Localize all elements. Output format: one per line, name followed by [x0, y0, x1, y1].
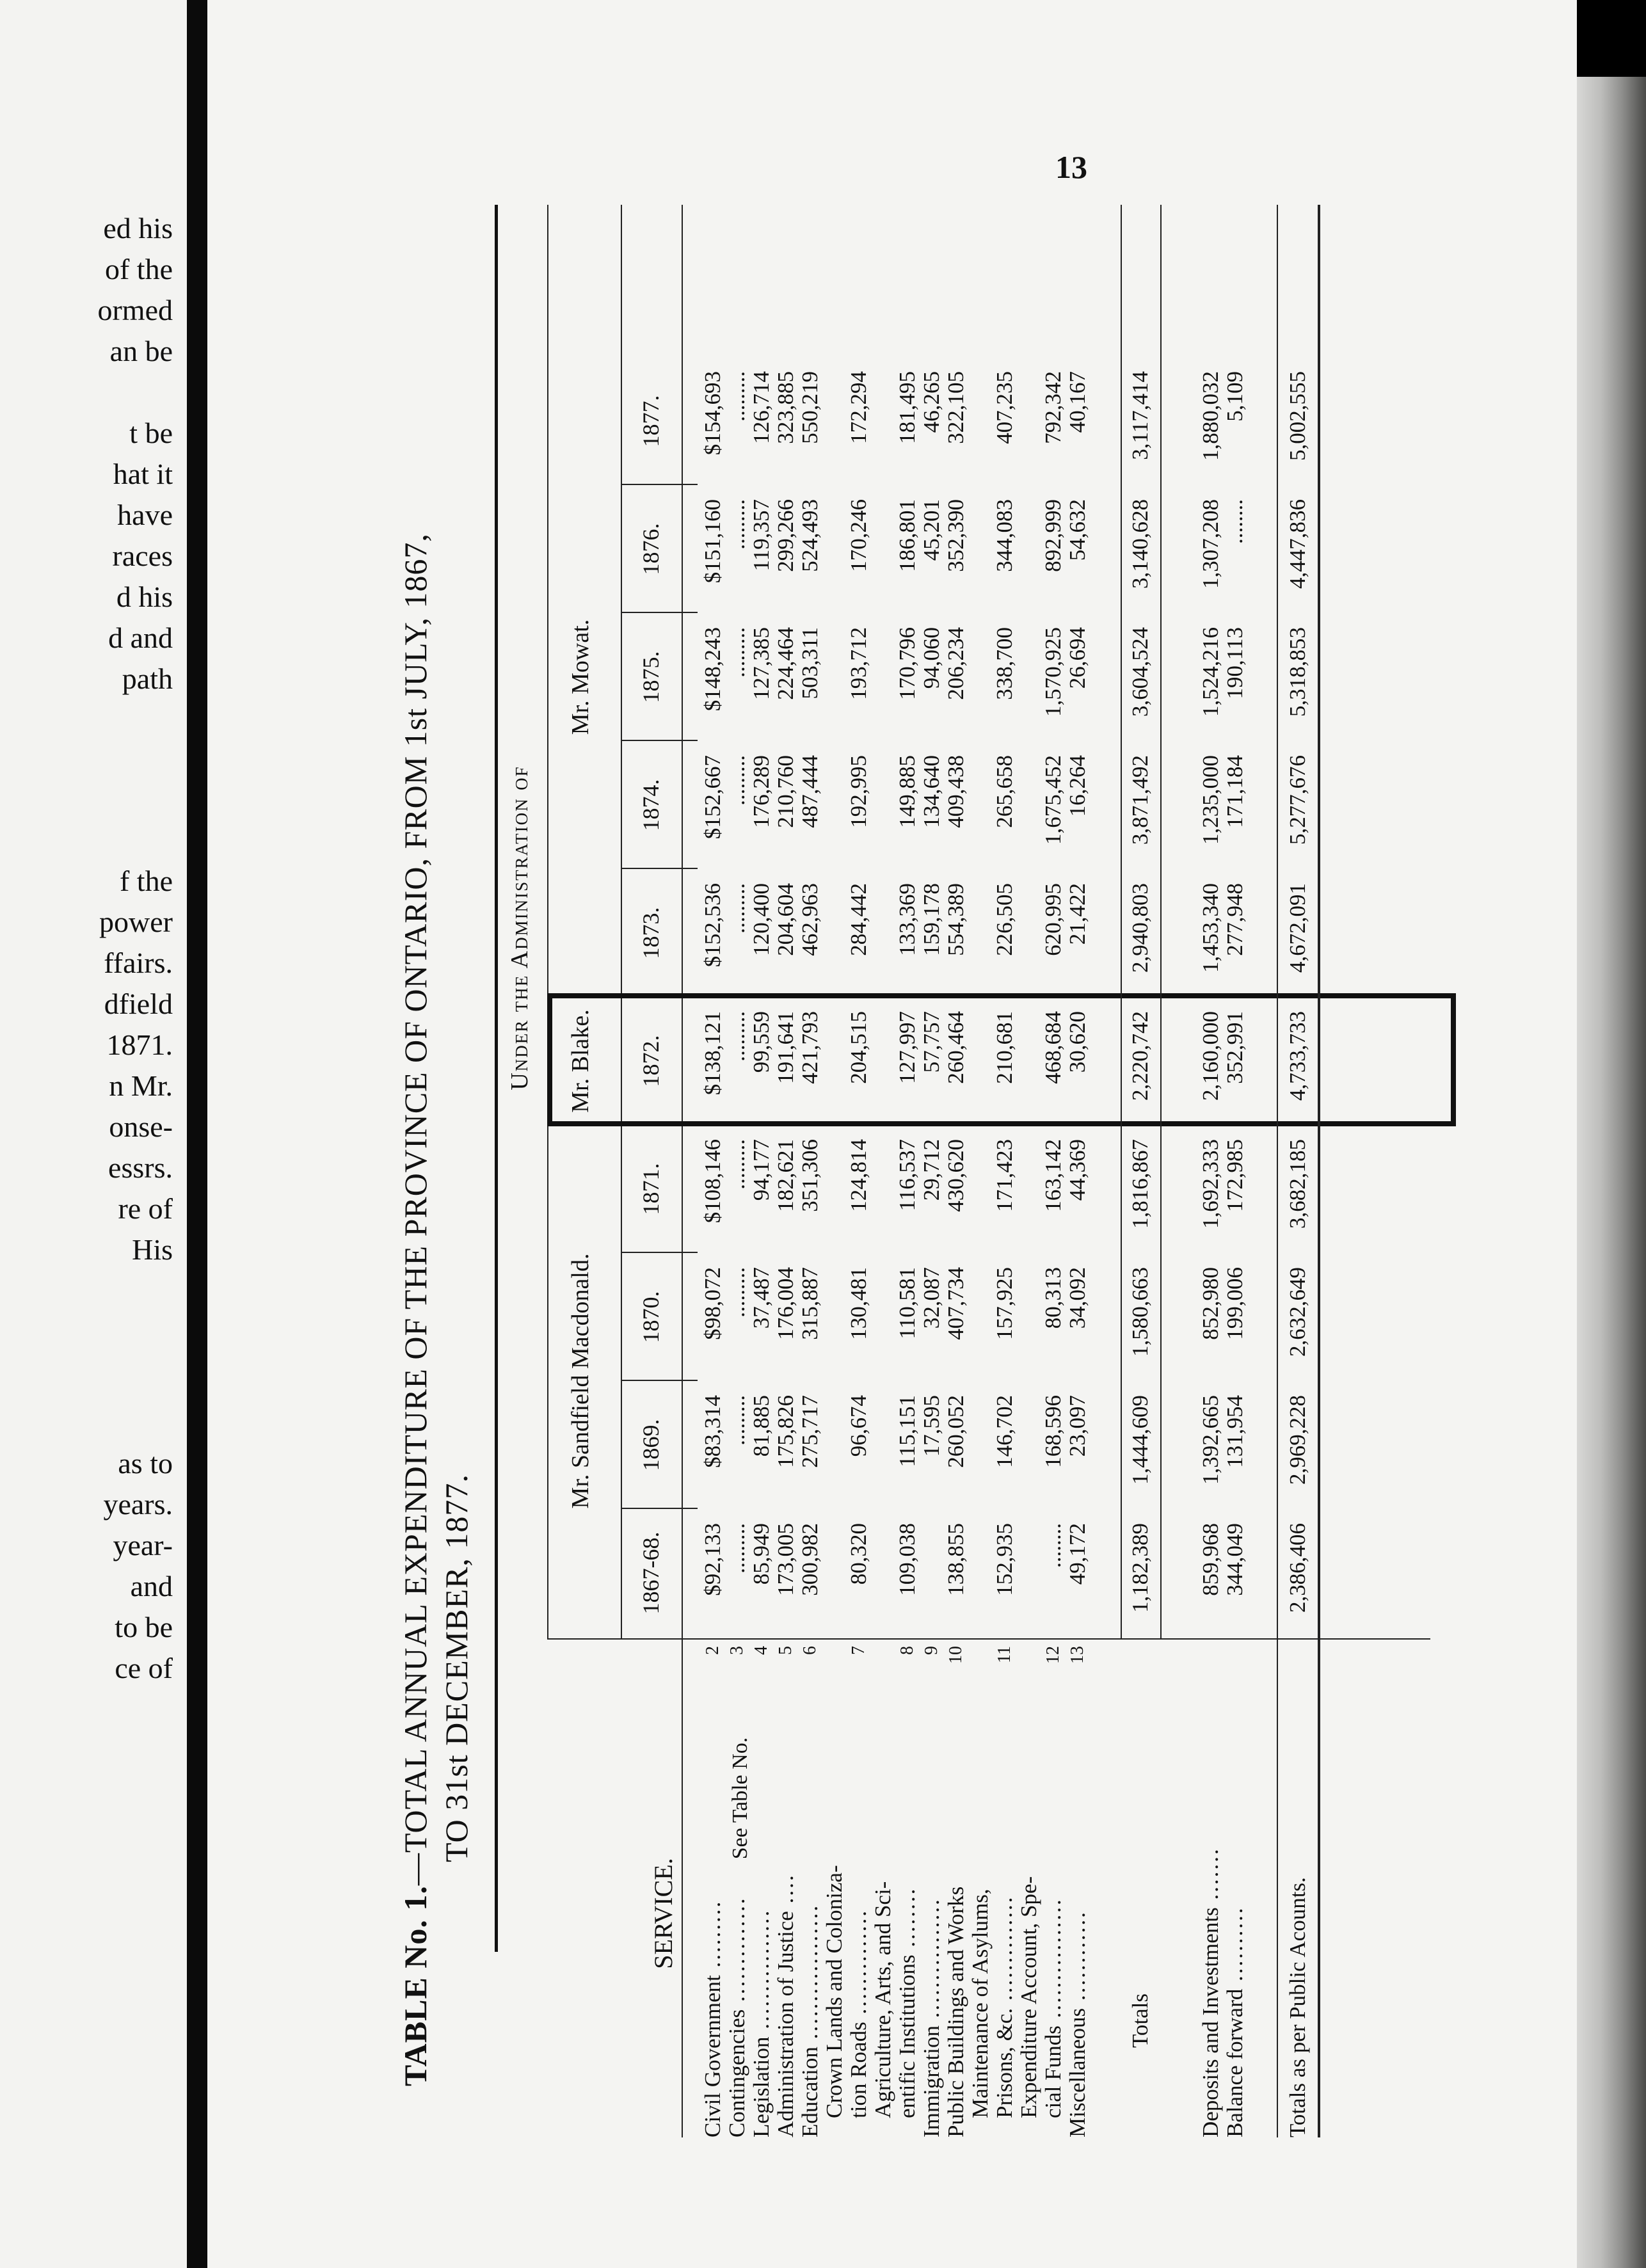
column-rule	[621, 1508, 698, 1509]
expenditure-value: 109,038	[895, 1523, 920, 1596]
table-title-line1: —TOTAL ANNUAL EXPENDITURE OF THE PROVINCE OF ONTARIO, FROM 1st JULY, 1867,	[397, 533, 433, 1886]
expenditure-value: 163,142	[1041, 1139, 1066, 1212]
table-title-lead: TABLE No. 1.	[397, 1885, 433, 2086]
expenditure-value: 352,390	[943, 499, 968, 572]
expenditure-value: 1,307,208	[1198, 499, 1223, 589]
service-name: Expenditure Account, Spe-	[1016, 1876, 1041, 2118]
table-reference-number: 6	[800, 1646, 820, 1655]
expenditure-value: 284,442	[846, 883, 871, 956]
expenditure-value: .........	[724, 627, 749, 678]
service-label	[822, 1865, 847, 2118]
expenditure-value: .........	[724, 1395, 749, 1446]
grand-total-value: 5,277,676	[1285, 755, 1310, 845]
expenditure-value: 30,620	[1065, 1011, 1090, 1073]
administration-name: Mr. Blake.	[567, 1009, 594, 1113]
column-rule	[621, 868, 698, 869]
expenditure-value: 193,712	[846, 627, 871, 700]
totals-value: 3,871,492	[1128, 755, 1153, 845]
administration-name: Mr. Sandfield Macdonald.	[567, 1253, 594, 1509]
expenditure-value: 176,289	[749, 755, 774, 828]
totals-value: 2,940,803	[1128, 883, 1153, 973]
expenditure-value: 175,826	[773, 1395, 798, 1468]
expenditure-value: 226,505	[992, 883, 1017, 956]
expenditure-value: 260,052	[943, 1395, 968, 1468]
totals-value: 1,816,867	[1128, 1139, 1153, 1229]
expenditure-value: 407,235	[992, 371, 1017, 444]
grand-total-value: 4,672,091	[1285, 883, 1310, 973]
expenditure-value: 462,963	[797, 883, 822, 956]
year-header: 1869.	[638, 1419, 664, 1471]
expenditure-value: $148,243	[700, 627, 725, 712]
expenditure-value: 265,658	[992, 755, 1017, 828]
expenditure-value: 134,640	[919, 755, 944, 828]
year-header: 1876.	[638, 523, 664, 575]
year-header: 1867-68.	[638, 1531, 664, 1615]
expenditure-value: 138,855	[943, 1523, 968, 1596]
expenditure-value: 170,796	[895, 627, 920, 700]
grand-total-rule	[1277, 205, 1278, 2137]
table-reference-number: 3	[727, 1646, 747, 1655]
blake-admin-rule	[1451, 993, 1456, 1126]
totals-value: 1,580,663	[1128, 1267, 1153, 1357]
year-header: 1874.	[638, 779, 664, 831]
expenditure-value: 80,313	[1041, 1267, 1066, 1329]
service-name: Immigration	[919, 2025, 944, 2137]
expenditure-value: 191,641	[773, 1011, 798, 1084]
table-reference-number: 4	[751, 1646, 771, 1655]
leader-dots: ....	[773, 1873, 798, 1912]
expenditure-value: 299,266	[773, 499, 798, 572]
expenditure-value: 127,385	[749, 627, 774, 700]
facing-page-fragment	[0, 0, 187, 2268]
expenditure-value: 1,880,032	[1198, 371, 1223, 461]
leader-dots: ........	[895, 1887, 920, 1955]
totals-value: 3,117,414	[1128, 371, 1153, 460]
expenditure-value: 468,684	[1041, 1011, 1066, 1084]
facing-page-text-fragment: power	[99, 906, 173, 938]
facing-page-text-fragment: and	[130, 1570, 173, 1602]
facing-page-text-fragment: of the	[104, 253, 173, 285]
facing-page-text-fragment: d and	[108, 621, 173, 654]
expenditure-value: 133,369	[895, 883, 920, 956]
totals-value: 1,444,609	[1128, 1395, 1153, 1485]
expenditure-value: 152,935	[992, 1523, 1017, 1596]
expenditure-value: 171,184	[1222, 755, 1247, 828]
expenditure-value: 99,559	[749, 1011, 774, 1073]
expenditure-value: 338,700	[992, 627, 1017, 700]
leader-dots: ................	[919, 1897, 944, 2026]
expenditure-value: 46,265	[919, 371, 944, 433]
grand-total-label: Totals as per Public Acounts.	[1285, 1877, 1310, 2137]
expenditure-value: 1,392,665	[1198, 1395, 1223, 1485]
see-table-header: See Table No.	[728, 1737, 752, 1860]
expenditure-value: 16,264	[1065, 755, 1090, 817]
service-label	[725, 1897, 749, 2138]
service-name: Maintenance of Asylums,	[968, 1889, 993, 2118]
facing-page-text-fragment: path	[122, 662, 173, 695]
facing-page-text-fragment: ffairs.	[104, 946, 173, 979]
rotated-table	[381, 192, 1475, 2163]
expenditure-value: 275,717	[797, 1395, 822, 1468]
expenditure-value: 146,702	[992, 1395, 1017, 1468]
expenditure-value: 186,801	[895, 499, 920, 572]
expenditure-value: $152,667	[700, 755, 725, 840]
expenditure-value: 1,453,340	[1198, 883, 1223, 973]
expenditure-value: .........	[724, 499, 749, 550]
service-label	[847, 1909, 871, 2118]
service-name: Crown Lands and Coloniza-	[822, 1865, 847, 2118]
expenditure-value: 57,757	[919, 1011, 944, 1073]
page-edge-shadow	[1577, 77, 1646, 2268]
expenditure-value: 503,311	[797, 627, 822, 699]
column-rule	[621, 484, 698, 485]
service-label	[1017, 1876, 1041, 2118]
expenditure-value: 40,167	[1065, 371, 1090, 433]
service-name: Legislation	[749, 2036, 774, 2137]
grand-total-value: 2,632,649	[1285, 1267, 1310, 1357]
leader-dots: ..............	[992, 1895, 1017, 2008]
expenditure-value: 550,219	[797, 371, 822, 444]
service-name: tion Roads	[846, 2022, 871, 2118]
facing-page-text-fragment: onse-	[109, 1110, 173, 1143]
expenditure-value: 190,113	[1222, 627, 1247, 699]
expenditure-value: 120,400	[749, 883, 774, 956]
expenditure-value: 1,675,452	[1041, 755, 1066, 845]
expenditure-value: 96,674	[846, 1395, 871, 1457]
header-rule	[682, 205, 683, 2137]
expenditure-value: 323,885	[773, 371, 798, 444]
expenditure-value: 130,481	[846, 1267, 871, 1340]
expenditure-value: 49,172	[1065, 1523, 1090, 1585]
service-name: Contingencies	[724, 2009, 749, 2137]
grand-total-rule	[1318, 205, 1320, 2137]
year-header: 1873.	[638, 907, 664, 959]
table-reference-number: 11	[995, 1646, 1014, 1663]
column-rule	[621, 1380, 698, 1381]
expenditure-value: 119,357	[749, 499, 774, 571]
totals-value: 2,220,742	[1128, 1011, 1153, 1101]
expenditure-value: 176,004	[773, 1267, 798, 1340]
expenditure-value: 172,985	[1222, 1139, 1247, 1212]
expenditure-value: 116,537	[895, 1139, 920, 1211]
expenditure-value: 892,999	[1041, 499, 1066, 572]
facing-page-text-fragment: as to	[118, 1447, 173, 1480]
table-reference-number: 13	[1067, 1646, 1087, 1664]
expenditure-value: 1,524,216	[1198, 627, 1223, 717]
service-label	[1199, 1847, 1223, 2137]
expenditure-value: 351,306	[797, 1139, 822, 1212]
column-rule	[621, 740, 698, 741]
year-header: 1877.	[638, 395, 664, 447]
expenditure-value: 199,006	[1222, 1267, 1247, 1340]
expenditure-value: 168,596	[1041, 1395, 1066, 1468]
expenditure-value: 792,342	[1041, 371, 1066, 444]
expenditure-value: 80,320	[846, 1523, 871, 1585]
expenditure-value: ........	[1041, 1523, 1066, 1568]
table-title-line2: TO 31st DECEMBER, 1877.	[438, 1474, 474, 1862]
service-name: Miscellaneous	[1065, 2008, 1090, 2137]
service-name: Prisons, &c.	[992, 2008, 1017, 2118]
facing-page-text-fragment: races	[112, 539, 173, 572]
expenditure-value: 170,246	[846, 499, 871, 572]
expenditure-value: 172,294	[846, 371, 871, 444]
totals-rule	[1160, 205, 1162, 1640]
expenditure-value: 94,060	[919, 627, 944, 689]
expenditure-value: $108,146	[700, 1139, 725, 1224]
expenditure-value: 192,995	[846, 755, 871, 828]
grand-total-value: 2,969,228	[1285, 1395, 1310, 1485]
expenditure-value: 352,991	[1222, 1011, 1247, 1084]
expenditure-value: 277,948	[1222, 883, 1247, 956]
expenditure-value: 430,620	[943, 1139, 968, 1212]
expenditure-value: 85,949	[749, 1523, 774, 1585]
expenditure-value: .........	[724, 1523, 749, 1574]
expenditure-value: 210,681	[992, 1011, 1017, 1084]
expenditure-value: 524,493	[797, 499, 822, 572]
table-reference-number: 2	[703, 1646, 723, 1655]
expenditure-value: 173,005	[773, 1523, 798, 1596]
leader-dots: ..........	[1222, 1906, 1247, 1989]
service-label	[944, 1887, 968, 2137]
expenditure-value: 94,177	[749, 1139, 774, 1201]
service-name: Balance forward	[1222, 1988, 1247, 2137]
totals-value: 3,140,628	[1128, 499, 1153, 589]
page-number: 13	[1055, 149, 1087, 185]
expenditure-value: $154,693	[700, 371, 725, 456]
leader-dots: ..............	[724, 1896, 749, 2009]
expenditure-value: 110,581	[895, 1267, 920, 1339]
totals-label: Totals	[1128, 1993, 1153, 2048]
administration-name: Mr. Mowat.	[567, 619, 594, 735]
service-name: cial Funds	[1041, 2025, 1066, 2118]
totals-value: 1,182,389	[1128, 1523, 1153, 1613]
facing-page-text-fragment: dfield	[104, 987, 173, 1020]
grand-total-value: 4,733,733	[1285, 1011, 1310, 1101]
expenditure-value: 210,760	[773, 755, 798, 828]
expenditure-value: 54,632	[1065, 499, 1090, 561]
grand-total-value: 2,386,406	[1285, 1523, 1310, 1613]
expenditure-value: 149,885	[895, 755, 920, 828]
administration-header: Under the Administration of	[506, 765, 533, 1090]
table-reference-number: 10	[946, 1646, 966, 1664]
leader-dots: ............	[1065, 1910, 1090, 2008]
expenditure-value: ........	[1222, 499, 1247, 544]
service-header: SERVICE.	[649, 1858, 678, 1969]
year-header: 1872.	[638, 1035, 664, 1087]
facing-page-text-fragment: His	[132, 1233, 173, 1266]
facing-page-text-fragment: an be	[109, 335, 173, 367]
grand-total-value: 3,682,185	[1285, 1139, 1310, 1229]
expenditure-value: 182,621	[773, 1139, 798, 1212]
expenditure-value: 859,968	[1198, 1523, 1223, 1596]
expenditure-value: 126,714	[749, 371, 774, 444]
expenditure-value: 206,234	[943, 627, 968, 700]
book-gutter	[187, 0, 207, 2268]
grand-total-value: 4,447,836	[1285, 499, 1310, 589]
expenditure-value: 224,464	[773, 627, 798, 700]
service-label	[920, 1897, 944, 2137]
service-name: Public Buildings and Works	[943, 1886, 968, 2137]
expenditure-value: 5,109	[1222, 371, 1247, 422]
column-rule	[621, 1252, 698, 1253]
table-title	[395, 269, 477, 2086]
blake-admin-rule	[547, 993, 552, 1126]
facing-page-text-fragment: re of	[118, 1192, 173, 1225]
page	[207, 0, 1577, 2268]
expenditure-value: 34,092	[1065, 1267, 1090, 1329]
expenditure-value: 1,570,925	[1041, 627, 1066, 717]
facing-page-text-fragment: year-	[113, 1529, 173, 1561]
expenditure-value: $151,160	[700, 499, 725, 584]
table-reference-number: 8	[897, 1646, 917, 1655]
leader-dots: ................	[1041, 1897, 1066, 2026]
expenditure-value: 81,885	[749, 1395, 774, 1457]
facing-page-text-fragment: 1871.	[106, 1028, 173, 1061]
leader-dots: .......	[1198, 1847, 1223, 1908]
facing-page-text-fragment: d his	[116, 580, 173, 613]
facing-page-text-fragment: ormed	[97, 294, 173, 326]
totals-value: 3,604,524	[1128, 627, 1153, 717]
service-label	[1066, 1910, 1090, 2137]
expenditure-value: 344,083	[992, 499, 1017, 572]
totals-rule	[1121, 205, 1122, 1640]
expenditure-value: .........	[724, 755, 749, 806]
service-label	[1041, 1897, 1066, 2118]
expenditure-value: .........	[724, 883, 749, 934]
facing-page-text-fragment: hat it	[113, 458, 173, 490]
expenditure-value: $83,314	[700, 1395, 725, 1468]
facing-page-text-fragment: to be	[115, 1611, 173, 1643]
expenditure-value: $92,133	[700, 1523, 725, 1596]
leader-dots: ..............	[846, 1909, 871, 2022]
expenditure-value: 315,887	[797, 1267, 822, 1340]
expenditure-value: .........	[724, 1267, 749, 1318]
expenditure-value: 157,925	[992, 1267, 1017, 1340]
expenditure-value: 44,369	[1065, 1139, 1090, 1201]
table-reference-number: 7	[849, 1646, 868, 1655]
service-label	[749, 1909, 774, 2137]
service-label	[993, 1896, 1017, 2118]
expenditure-value: 1,235,000	[1198, 755, 1223, 845]
service-label	[798, 1904, 822, 2137]
expenditure-value: 300,982	[797, 1523, 822, 1596]
facing-page-text-fragment: t be	[129, 417, 173, 449]
year-header: 1870.	[638, 1291, 664, 1343]
expenditure-value: 124,814	[846, 1139, 871, 1212]
grand-total-value: 5,318,853	[1285, 627, 1310, 717]
expenditure-value: 620,995	[1041, 883, 1066, 956]
service-label	[968, 1889, 993, 2118]
expenditure-value: 32,087	[919, 1267, 944, 1329]
expenditure-value: 204,604	[773, 883, 798, 956]
facing-page-text-fragment: essrs.	[108, 1151, 173, 1184]
expenditure-value: 2,160,000	[1198, 1011, 1223, 1101]
expenditure-value: $152,536	[700, 883, 725, 968]
service-label	[774, 1873, 798, 2137]
expenditure-value: 159,178	[919, 883, 944, 956]
expenditure-value: 29,712	[919, 1139, 944, 1201]
facing-page-text-fragment: ce of	[115, 1652, 173, 1684]
expenditure-value: $98,072	[700, 1267, 725, 1340]
expenditure-value: 204,515	[846, 1011, 871, 1084]
expenditure-value: 181,495	[895, 371, 920, 444]
expenditure-value: 487,444	[797, 755, 822, 828]
column-rule	[621, 612, 698, 613]
title-rule	[495, 205, 498, 1952]
expenditure-value: 45,201	[919, 499, 944, 561]
service-label	[895, 1887, 920, 2118]
year-header: 1871.	[638, 1163, 664, 1215]
expenditure-value: 17,595	[919, 1395, 944, 1457]
facing-page-text-fragment: f the	[119, 865, 173, 897]
expenditure-value: 344,049	[1222, 1523, 1247, 1596]
expenditure-value: 554,389	[943, 883, 968, 956]
leader-dots: ................	[749, 1908, 774, 2037]
grand-total-value: 5,002,555	[1285, 371, 1310, 461]
expenditure-value: 409,438	[943, 755, 968, 828]
facing-page-text-fragment: n Mr.	[109, 1069, 173, 1102]
expenditure-value: 127,997	[895, 1011, 920, 1084]
service-name: Education	[797, 2047, 822, 2137]
expenditure-value: 131,954	[1222, 1395, 1247, 1468]
expenditure-value: 260,464	[943, 1011, 968, 1084]
leader-dots: .........	[700, 1899, 725, 1976]
facing-page-text-fragment: years.	[103, 1488, 173, 1521]
expenditure-value: 115,151	[895, 1395, 920, 1467]
table-reference-number: 5	[776, 1646, 795, 1655]
expenditure-value: 852,980	[1198, 1267, 1223, 1340]
service-name: entific Institutions	[895, 1954, 920, 2118]
expenditure-value: 21,422	[1065, 883, 1090, 945]
expenditure-value: 37,487	[749, 1267, 774, 1329]
service-name: Civil Government	[700, 1975, 725, 2137]
service-label	[871, 1881, 895, 2118]
table-reference-number: 12	[1043, 1646, 1063, 1664]
service-name: Administration of Justice	[773, 1911, 798, 2137]
expenditure-value: $138,121	[700, 1011, 725, 1096]
facing-page-text-fragment: ed his	[103, 212, 173, 244]
service-label	[1223, 1906, 1247, 2137]
expenditure-value: .........	[724, 371, 749, 422]
header-rule	[547, 205, 548, 1640]
service-label	[701, 1900, 725, 2137]
expenditure-value: 26,694	[1065, 627, 1090, 689]
expenditure-value: .........	[724, 1011, 749, 1062]
service-name: Agriculture, Arts, and Sci-	[870, 1881, 895, 2118]
expenditure-value: .........	[724, 1139, 749, 1190]
expenditure-value: 1,692,333	[1198, 1139, 1223, 1229]
expenditure-value: 23,097	[1065, 1395, 1090, 1457]
expenditure-value: 171,423	[992, 1139, 1017, 1212]
table-reference-number: 9	[922, 1646, 941, 1655]
expenditure-value: 322,105	[943, 371, 968, 444]
expenditure-value: 407,734	[943, 1267, 968, 1340]
year-header: 1875.	[638, 651, 664, 703]
header-rule	[621, 205, 622, 1640]
leader-dots: ..................	[797, 1903, 822, 2047]
expenditure-value: 421,793	[797, 1011, 822, 1084]
facing-page-text-fragment: have	[117, 499, 173, 531]
service-name: Deposits and Investments	[1198, 1907, 1223, 2137]
